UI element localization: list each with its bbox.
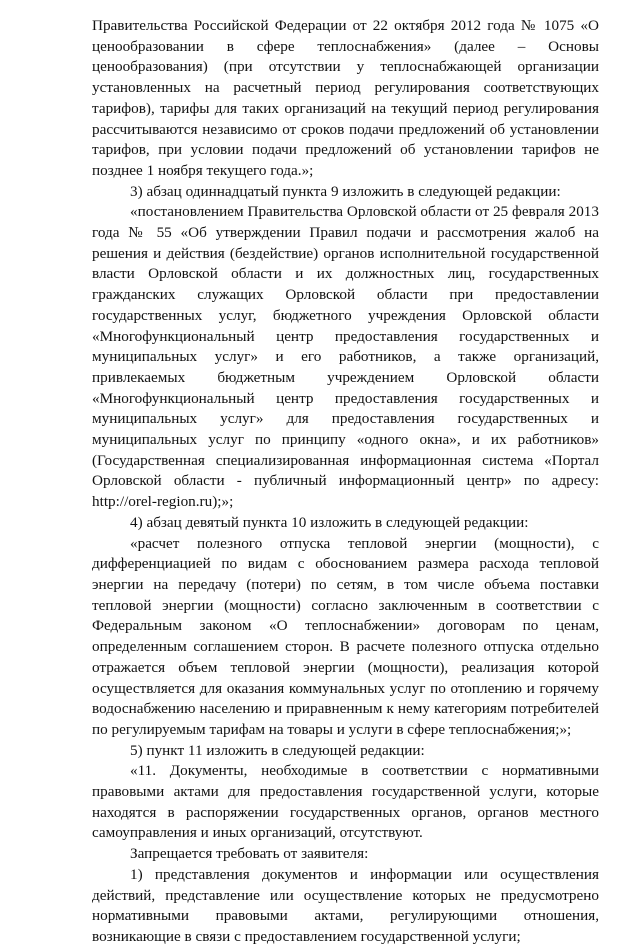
paragraph-item-4: 4) абзац девятый пункта 10 изложить в следующей редакции: <box>130 513 529 531</box>
paragraph-item-3-text: «постановлением Правительства Орловской области от 25 февраля 2013 года № 55 «Об утверждении Правил подачи и рассмотрения жалоб на решения и действия (бездействие) органов исполнительной государственной власти Орловской области и их должностных лиц, государственных гражданских служащих Орловской области при предоставлении государственных услуг, бюджетного учреждения Орловской области «Многофункциональный центр предоставления государственных и муниципальных услуг» и его работников, а также организаций, привлекаемых бюджетным учреждением Орловской области «Многофункциональный центр предоставления государственных и муниципальных услуг» для предоставления государственных и муниципальных услуг по принципу «одного окна», и их работников» (Государственная специализированная информационная система «Портал Орловской области - публичный информационный центр» по адресу: http://orel-region.ru);»; <box>92 203 599 511</box>
document-page <box>92 16 599 948</box>
paragraph-continuation: Правительства Российской Федерации от 22 октября 2012 года № 1075 «О ценообразовании в сфере теплоснабжения» (далее – Основы ценообразования) (при отсутствии у теплоснабжающей организации установленных на расчетный период регулирования соответствующих тарифов), тарифы для таких организаций на текущий период регулирования рассчитываются независимо от сроков подачи предложений об установлении тарифов, при условии подачи предложений об установлении тарифов не позднее 1 ноября текущего года.»; <box>92 17 599 179</box>
paragraph-prohibited-item-1: 1) представления документов и информации или осуществления действий, представление или осуществление которых не предусмотрено нормативными правовыми актами, регулирующими отношения, возникающие в связи с предоставлением государственной услуги; <box>92 865 599 945</box>
paragraph-prohibited: Запрещается требовать от заявителя: <box>130 845 369 863</box>
paragraph-item-4-text: «расчет полезного отпуска тепловой энергии (мощности), с дифференциацией по видам с обоснованием размера расхода тепловой энергии на передачу (потери) по сетям, в том числе объема поставки тепловой энергии (мощности) согласно заключенным в соответствии с Федеральным законом «О теплоснабжении» договорам по ценам, определенным соглашением сторон. В расчете полезного отпуска отдельно отражается объем тепловой энергии (мощности), реализация которой осуществляется для оказания коммунальных услуг по отоплению и горячему водоснабжению населению и приравненным к нему категориям потребителей по регулируемым тарифам на товары и услуги в сфере теплоснабжения;»; <box>92 534 599 738</box>
paragraph-item-5: 5) пункт 11 изложить в следующей редакции: <box>130 741 425 759</box>
paragraph-item-3: 3) абзац одиннадцатый пункта 9 изложить в следующей редакции: <box>130 182 561 200</box>
paragraph-item-5-text: «11. Документы, необходимые в соответствии с нормативными правовыми актами для предоставления государственной услуги, которые находятся в распоряжении государственных органов, органов местного самоуправления и иных организаций, отсутствуют. <box>92 762 599 842</box>
